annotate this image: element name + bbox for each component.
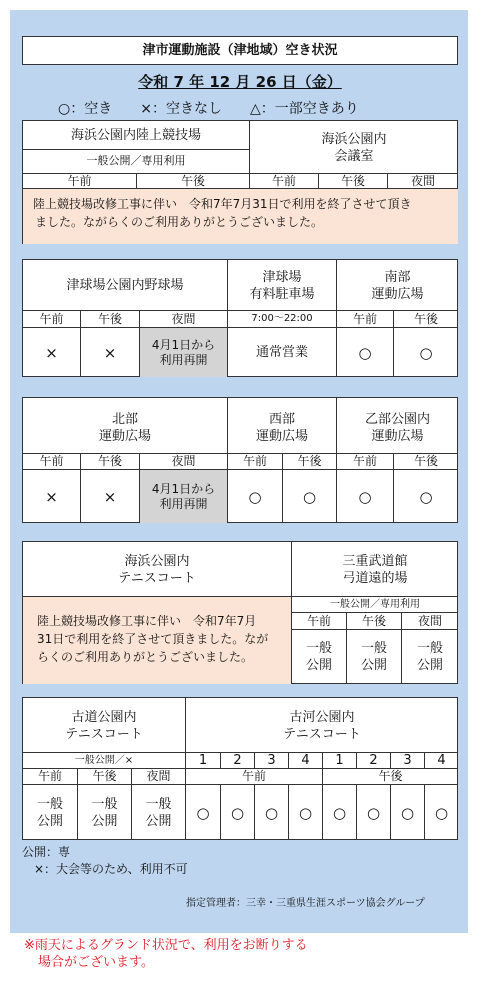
status-cell: × xyxy=(45,343,58,362)
court-status-cell: ○ xyxy=(356,785,390,840)
col-header: 午後 xyxy=(92,769,117,783)
south-ground-title-1: 南部 xyxy=(384,270,411,285)
date-row xyxy=(22,70,458,92)
budokan-title-1: 三重武道館 xyxy=(342,554,408,569)
manager-credit: 指定管理者：三幸・三重県生涯スポーツ協会グループ xyxy=(186,898,425,909)
open-text: 公開 xyxy=(36,813,63,829)
open-text: 一般 xyxy=(305,641,332,656)
kaihin-tennis-title-1: 海浜公園内 xyxy=(124,554,190,569)
open-cell xyxy=(78,785,131,840)
col-header: 夜間 xyxy=(171,311,196,326)
court-numbers-row xyxy=(186,753,458,768)
col-header: 午前 xyxy=(352,311,377,326)
otobe-ground-title-2: 運動広場 xyxy=(371,429,424,444)
col-header: 7:00～22:00 xyxy=(251,313,313,324)
court-status-cell: ○ xyxy=(322,785,356,840)
legend-text: ○：空き ×：空きなし △：一部空きあり xyxy=(58,101,359,117)
kaihin-tennis-title-2: テニスコート xyxy=(118,571,196,586)
west-ground-title-1: 西部 xyxy=(268,412,295,427)
rain-note-1: ※雨天によるグランド状況で、利用をお断りする xyxy=(24,938,308,953)
court-number: 4 xyxy=(424,753,458,768)
page-title: 津市運動施設（津地域）空き状況 xyxy=(142,43,338,58)
status-cell: ○ xyxy=(419,343,433,362)
meeting-room-title xyxy=(250,125,458,171)
parking-title-1: 津球場 xyxy=(262,270,302,285)
open-cell xyxy=(23,785,77,840)
col-header: 午後 xyxy=(361,613,386,628)
status-cell: ○ xyxy=(248,487,262,506)
court-number: 4 xyxy=(288,753,322,768)
status-cell: ○ xyxy=(302,487,317,506)
col-header: 午後 xyxy=(340,173,365,188)
komichi-tennis-title-2: テニスコート xyxy=(65,727,143,742)
north-ground-title-2: 運動広場 xyxy=(98,429,151,444)
reopen-text: 4月1日から xyxy=(151,481,216,496)
court-number: 3 xyxy=(390,753,424,768)
court-number: 1 xyxy=(198,753,208,768)
col-header: 午前 xyxy=(241,769,266,783)
kaihin-tennis-title xyxy=(23,546,291,594)
status-cell: ○ xyxy=(358,487,372,506)
south-ground-title-2: 運動広場 xyxy=(371,287,424,302)
court-number: 1 xyxy=(322,753,356,768)
south-ground-title xyxy=(337,262,458,310)
status-cell: ○ xyxy=(358,343,372,362)
col-header: 午前 xyxy=(37,769,62,783)
status-cell: × xyxy=(103,487,117,506)
closure-notice xyxy=(23,189,458,244)
open-text: 公開 xyxy=(360,658,387,673)
status-date: 令和 7 年 12 月 26 日（金） xyxy=(138,72,342,91)
col-header: 午後 xyxy=(297,454,322,468)
komichi-sub: 一般公開／× xyxy=(74,754,134,766)
west-ground-title xyxy=(228,404,336,452)
otobe-ground-title xyxy=(337,404,458,452)
reopen-cell xyxy=(140,470,227,523)
section-baseball xyxy=(22,259,458,377)
north-ground-title-1: 北部 xyxy=(111,412,138,427)
court-status-cell: ○ xyxy=(424,785,458,840)
kogawa-tennis-title-1: 古河公園内 xyxy=(289,710,355,725)
status-cell: ○ xyxy=(419,487,433,506)
parking-title xyxy=(228,262,336,310)
col-header: 午前 xyxy=(271,173,296,188)
col-header: 午後 xyxy=(413,454,438,468)
tennis-notice-line: 陸上競技場改修工事に伴い 令和7年7月 xyxy=(37,614,257,628)
meeting-room-title-1: 海浜公園内 xyxy=(321,132,387,147)
court-status-cell: ○ xyxy=(288,785,322,840)
komichi-tennis-title xyxy=(23,702,185,750)
col-header: 夜間 xyxy=(146,769,171,783)
otobe-ground-title-1: 乙部公園内 xyxy=(364,412,430,427)
col-header: 午前 xyxy=(39,311,64,326)
col-header: 午後 xyxy=(97,454,122,468)
col-header: 午後 xyxy=(378,769,403,783)
tennis-notice-line: 31日で利用を終了させて頂きました。なが xyxy=(37,632,269,646)
open-text: 一般 xyxy=(145,796,172,812)
open-cell xyxy=(132,785,185,840)
kogawa-tennis-title xyxy=(186,702,458,750)
col-header: 午後 xyxy=(413,311,438,326)
open-cell xyxy=(292,630,346,684)
legend-closed: ×：大会等のため、利用不可 xyxy=(34,862,188,876)
open-text: 公開 xyxy=(91,813,118,829)
kogawa-tennis-title-2: テニスコート xyxy=(283,727,361,742)
col-header: 午前 xyxy=(242,454,267,468)
komichi-tennis-title-1: 古道公園内 xyxy=(71,710,137,725)
open-text: 一般 xyxy=(91,796,118,812)
court-status-cell: ○ xyxy=(254,785,288,840)
col-header: 午後 xyxy=(97,311,122,326)
court-status-cell: ○ xyxy=(220,785,254,840)
status-cell: × xyxy=(103,343,117,362)
rain-note-2: 場合がございます。 xyxy=(38,955,154,970)
open-cell xyxy=(402,630,458,684)
section-tennis-courts xyxy=(22,697,458,840)
open-cell xyxy=(347,630,401,684)
west-ground-title-2: 運動広場 xyxy=(255,429,308,444)
open-text: 公開 xyxy=(416,658,443,673)
col-header: 午後 xyxy=(180,173,205,188)
reopen-text: 4月1日から xyxy=(151,337,216,352)
court-number: 2 xyxy=(220,753,254,768)
col-header: 午前 xyxy=(67,173,92,188)
title-box xyxy=(22,36,458,65)
open-text: 一般 xyxy=(416,641,443,656)
court-number: 2 xyxy=(356,753,390,768)
budokan-title-2: 弓道遠的場 xyxy=(342,571,408,586)
tennis-closure-notice xyxy=(23,597,291,684)
section-tennis-budokan xyxy=(22,541,458,684)
status-cell: × xyxy=(45,487,58,506)
court-status-row xyxy=(186,785,458,840)
stadium-sub: 一般公開／専用利用 xyxy=(86,154,186,167)
reopen-cell xyxy=(140,328,227,377)
col-header: 夜間 xyxy=(417,613,442,628)
open-text: 公開 xyxy=(145,813,172,829)
parking-status: 通常営業 xyxy=(255,345,308,360)
closure-notice-line: 陸上競技場改修工事に伴い 令和7年7月31日で利用を終了させて頂き xyxy=(33,197,412,211)
legend-top xyxy=(58,98,458,118)
north-ground-title xyxy=(23,404,227,452)
col-header: 午前 xyxy=(39,454,64,468)
parking-title-2: 有料駐車場 xyxy=(249,287,315,302)
open-text: 公開 xyxy=(305,658,332,673)
stadium-title: 海浜公園内陸上競技場 xyxy=(70,127,201,143)
open-text: 一般 xyxy=(360,641,387,656)
section-grounds xyxy=(22,397,458,523)
court-status-cell: ○ xyxy=(196,803,210,822)
tennis-notice-line: らくのご利用ありがとうございました。 xyxy=(37,650,254,664)
section-stadium xyxy=(22,120,458,244)
reopen-text: 利用再開 xyxy=(159,352,208,367)
meeting-room-title-2: 会議室 xyxy=(334,149,374,164)
col-header: 夜間 xyxy=(171,454,196,468)
col-header: 午前 xyxy=(306,613,331,628)
baseball-title: 津球場公園内野球場 xyxy=(66,277,184,293)
reopen-text: 利用再開 xyxy=(159,496,208,511)
col-header: 午前 xyxy=(352,454,377,468)
col-header: 夜間 xyxy=(410,173,435,188)
closure-notice-line: ました。ながらくのご利用ありがとうございました。 xyxy=(35,215,324,229)
court-number: 3 xyxy=(254,753,288,768)
budokan-title xyxy=(292,546,458,594)
open-text: 一般 xyxy=(36,796,63,812)
legend-open: 公開：専 xyxy=(22,845,71,859)
budokan-sub: 一般公開／専用利用 xyxy=(330,598,420,610)
court-status-cell: ○ xyxy=(390,785,424,840)
